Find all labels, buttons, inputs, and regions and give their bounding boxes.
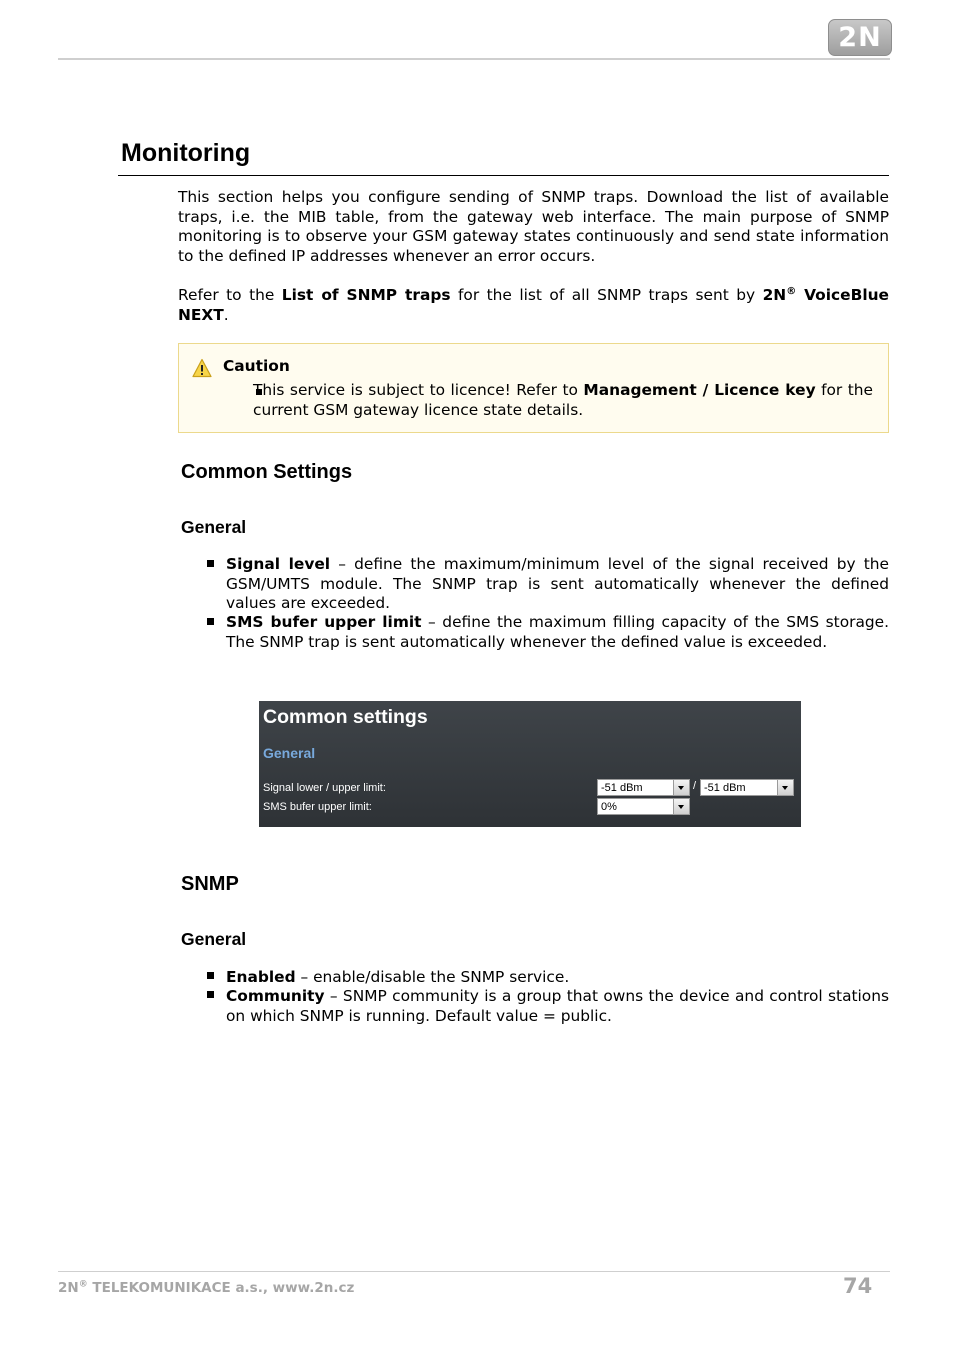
bullet-marker [207,560,214,567]
signal-limit-label: Signal lower / upper limit: [263,782,386,794]
caution-box [178,343,889,433]
snmp-traps-link[interactable]: List of SNMP traps [281,286,451,304]
company-logo: 2N [828,19,892,56]
list-item-sms-buffer: SMS bufer upper limit – define the maximum filling capacity of the SMS storage. The SNMP trap is sent automatically whenever the defined value is exceeded. [226,613,890,651]
bullet-marker [207,991,214,998]
intro-paragraph: This section helps you configure sending of SNMP traps. Download the list of available traps, i.e. the MIB table, from the gateway web interface. The main purpose of SNMP monitoring is to observe your GSM gateway states continuously and send state information to the defined IP addresses whenever an error occurs. [178,188,889,265]
caution-text: This service is subject to licence! Refer to Management / Licence key for the current GSM gateway licence state details. [253,381,873,419]
chevron-down-icon[interactable] [673,799,689,814]
page-title: Monitoring [121,139,251,167]
signal-lower-select[interactable]: -51 dBm [597,779,690,796]
footer-company: 2N® TELEKOMUNIKACE a.s., www.2n.cz [58,1279,355,1296]
sms-buffer-label: SMS bufer upper limit: [263,801,372,813]
caution-title: Caution [223,357,290,375]
panel-title: Common settings [263,706,428,728]
sms-buffer-select[interactable]: 0% [597,798,690,815]
reference-paragraph: Refer to the List of SNMP traps for the list of all SNMP traps sent by 2N® VoiceBlue NEXT. [178,285,889,324]
list-item-community: Community – SNMP community is a group that owns the device and control stations on which SNMP is running. Default value = public. [226,987,889,1025]
bullet-marker [207,618,214,625]
range-separator: / [693,780,697,792]
title-underline [118,175,889,176]
chevron-down-icon[interactable] [673,780,689,795]
general-subheading: General [181,517,247,537]
list-item-enabled: Enabled – enable/disable the SNMP service. [226,968,570,986]
signal-upper-select[interactable]: -51 dBm [700,779,794,796]
common-settings-heading: Common Settings [181,461,353,483]
header-rule [58,58,890,60]
snmp-heading: SNMP [181,873,239,895]
list-item-signal-level: Signal level – define the maximum/minimum level of the signal received by the GSM/UMTS module. The SNMP trap is sent automatically whenever the defined values are exceeded. [226,555,889,612]
licence-key-link[interactable]: Management / Licence key [583,381,816,399]
page-number: 74 [843,1274,873,1298]
bullet-marker [207,972,214,979]
common-settings-screenshot [259,701,801,827]
footer-rule [58,1271,890,1272]
chevron-down-icon[interactable] [777,780,793,795]
warning-icon [192,358,212,378]
general-subheading: General [181,929,247,949]
panel-subtitle: General [263,745,316,761]
